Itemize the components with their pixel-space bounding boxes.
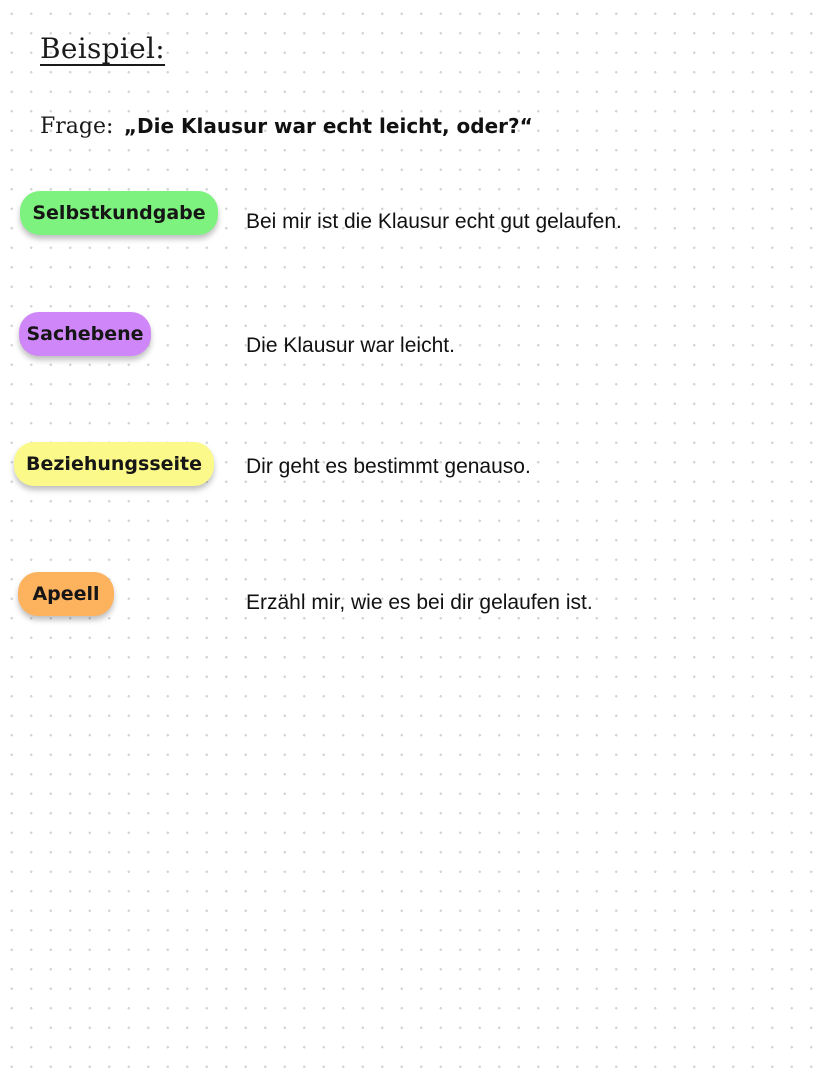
page-heading: Beispiel: (40, 32, 166, 65)
statement-beziehungsseite: Dir geht es bestimmt genauso. (246, 455, 531, 478)
statement-apeell: Erzähl mir, wie es bei dir gelaufen ist. (246, 591, 593, 614)
tag-selbstkundgabe: Selbstkundgabe (20, 191, 218, 235)
tag-apeell: Apeell (18, 572, 114, 616)
statement-sachebene: Die Klausur war leicht. (246, 334, 455, 357)
question-text: „Die Klausur war echt leicht, oder?“ (123, 114, 533, 138)
question-line (40, 114, 533, 139)
question-label: Frage: (40, 114, 114, 139)
tag-beziehungsseite: Beziehungsseite (14, 442, 214, 486)
statement-selbstkundgabe: Bei mir ist die Klausur echt gut gelaufen. (246, 210, 622, 233)
tag-sachebene: Sachebene (19, 312, 151, 356)
